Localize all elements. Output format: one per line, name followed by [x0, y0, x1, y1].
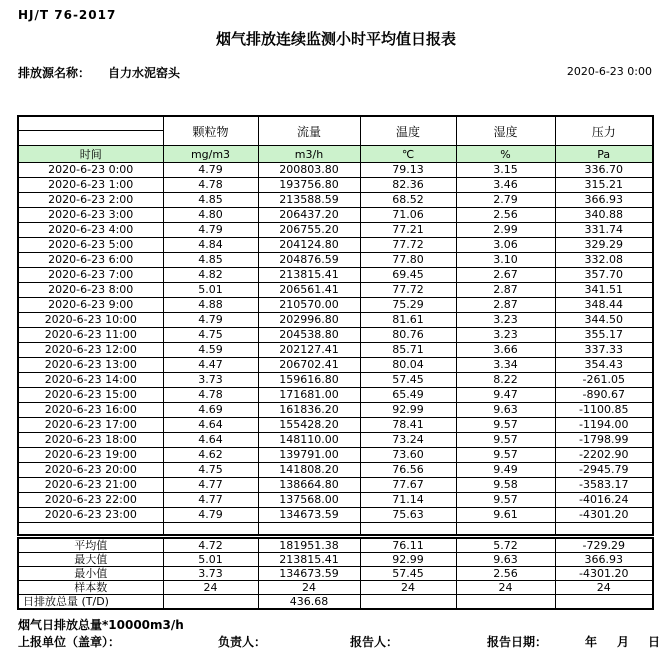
temperature-cell: 78.41	[360, 418, 456, 433]
pressure-cell: -4016.24	[555, 493, 653, 508]
time-header-cell: 时间	[18, 146, 163, 163]
humidity-cell: 2.87	[456, 298, 555, 313]
pressure-cell: -261.05	[555, 373, 653, 388]
flow-cell: 206561.41	[258, 283, 360, 298]
data-row	[18, 463, 653, 478]
temperature-cell: 68.52	[360, 193, 456, 208]
temperature-cell: 77.80	[360, 253, 456, 268]
data-row	[18, 283, 653, 298]
temperature-cell: 82.36	[360, 178, 456, 193]
time-cell: 2020-6-23 21:00	[18, 478, 163, 493]
data-row	[18, 178, 653, 193]
data-row	[18, 478, 653, 493]
temperature-cell	[360, 595, 456, 610]
pm-cell: 4.64	[163, 433, 258, 448]
flow-cell: 171681.00	[258, 388, 360, 403]
pm-cell	[163, 523, 258, 535]
flow-cell: 193756.80	[258, 178, 360, 193]
column-header-row	[18, 116, 653, 146]
pm-cell: 3.73	[163, 373, 258, 388]
time-cell: 2020-6-23 1:00	[18, 178, 163, 193]
pressure-cell: 357.70	[555, 268, 653, 283]
data-row	[18, 418, 653, 433]
header-corner-top	[19, 117, 163, 131]
flow-cell: 202127.41	[258, 343, 360, 358]
temperature-cell: 75.29	[360, 298, 456, 313]
summary-row	[18, 567, 653, 581]
humidity-cell: 9.57	[456, 433, 555, 448]
flow-cell: 213815.41	[258, 553, 360, 567]
pressure-cell: 344.50	[555, 313, 653, 328]
pressure-cell: -890.67	[555, 388, 653, 403]
pm-cell: 4.79	[163, 163, 258, 178]
flow-cell: 181951.38	[258, 538, 360, 553]
summary-label-cell: 平均值	[18, 538, 163, 553]
humidity-cell: 8.22	[456, 373, 555, 388]
humidity-cell: 3.34	[456, 358, 555, 373]
humidity-cell: 9.57	[456, 493, 555, 508]
pm-cell: 4.77	[163, 493, 258, 508]
pm-cell: 4.69	[163, 403, 258, 418]
temperature-cell: 80.76	[360, 328, 456, 343]
data-row	[18, 313, 653, 328]
time-cell: 2020-6-23 22:00	[18, 493, 163, 508]
time-cell: 2020-6-23 15:00	[18, 388, 163, 403]
pressure-cell: 337.33	[555, 343, 653, 358]
time-cell: 2020-6-23 5:00	[18, 238, 163, 253]
temperature-cell: 57.45	[360, 567, 456, 581]
humidity-cell: 9.57	[456, 448, 555, 463]
data-row	[18, 448, 653, 463]
pm-cell: 4.85	[163, 253, 258, 268]
signature-row	[0, 633, 672, 649]
temperature-cell: 69.45	[360, 268, 456, 283]
temperature-cell: 79.13	[360, 163, 456, 178]
data-row	[18, 163, 653, 178]
time-cell: 2020-6-23 10:00	[18, 313, 163, 328]
time-cell: 2020-6-23 6:00	[18, 253, 163, 268]
humidity-cell: 2.99	[456, 223, 555, 238]
temperature-cell: 76.56	[360, 463, 456, 478]
pressure-cell: -2202.90	[555, 448, 653, 463]
pressure-cell: 341.51	[555, 283, 653, 298]
time-cell: 2020-6-23 16:00	[18, 403, 163, 418]
pressure-cell: -2945.79	[555, 463, 653, 478]
humidity-cell: 3.06	[456, 238, 555, 253]
data-row	[18, 223, 653, 238]
monitoring-table	[17, 115, 654, 536]
column-header-flow: 流量	[258, 116, 360, 146]
summary-label-cell: 最大值	[18, 553, 163, 567]
flow-cell: 161836.20	[258, 403, 360, 418]
flow-cell: 204124.80	[258, 238, 360, 253]
flow-cell: 213588.59	[258, 193, 360, 208]
data-row	[18, 238, 653, 253]
time-cell: 2020-6-23 19:00	[18, 448, 163, 463]
temperature-cell	[360, 523, 456, 535]
pressure-cell: 329.29	[555, 238, 653, 253]
temperature-cell: 80.04	[360, 358, 456, 373]
standard-code: HJ/T 76-2017	[18, 8, 117, 22]
pm-cell: 4.47	[163, 358, 258, 373]
unit-row	[18, 146, 653, 163]
temperature-cell: 73.60	[360, 448, 456, 463]
pm-cell	[163, 595, 258, 610]
pm-cell: 4.78	[163, 388, 258, 403]
unit-stamp-label: 上报单位（盖章）：	[18, 635, 121, 649]
time-cell: 2020-6-23 3:00	[18, 208, 163, 223]
day-label: 日	[648, 635, 661, 649]
humidity-cell: 2.87	[456, 283, 555, 298]
flow-cell: 204538.80	[258, 328, 360, 343]
temperature-cell: 57.45	[360, 373, 456, 388]
column-header-temperature: 温度	[360, 116, 456, 146]
pm-cell: 4.79	[163, 508, 258, 523]
humidity-cell: 9.63	[456, 403, 555, 418]
humidity-cell: 2.56	[456, 567, 555, 581]
data-row	[18, 508, 653, 523]
data-row	[18, 373, 653, 388]
header-corner-bottom	[19, 131, 163, 145]
column-header-pm: 颗粒物	[163, 116, 258, 146]
pm-cell: 4.75	[163, 328, 258, 343]
summary-row	[18, 595, 653, 610]
report-datetime: 2020-6-23 0:00	[566, 65, 652, 78]
pressure-cell: 366.93	[555, 553, 653, 567]
pm-cell: 5.01	[163, 283, 258, 298]
data-row	[18, 403, 653, 418]
time-cell: 2020-6-23 18:00	[18, 433, 163, 448]
time-cell: 2020-6-23 17:00	[18, 418, 163, 433]
humidity-cell: 9.63	[456, 553, 555, 567]
data-row	[18, 433, 653, 448]
data-row	[18, 193, 653, 208]
data-row	[18, 358, 653, 373]
pressure-cell: -3583.17	[555, 478, 653, 493]
flow-cell: 134673.59	[258, 567, 360, 581]
pressure-cell: 24	[555, 581, 653, 595]
data-row	[18, 343, 653, 358]
time-cell: 2020-6-23 23:00	[18, 508, 163, 523]
humidity-cell: 9.58	[456, 478, 555, 493]
flow-cell: 137568.00	[258, 493, 360, 508]
pressure-cell	[555, 523, 653, 535]
pm-cell: 4.78	[163, 178, 258, 193]
time-cell: 2020-6-23 13:00	[18, 358, 163, 373]
summary-label-cell: 日排放总量 (T/D)	[18, 595, 163, 610]
flow-cell: 202996.80	[258, 313, 360, 328]
month-label: 月	[617, 635, 630, 649]
humidity-cell: 9.61	[456, 508, 555, 523]
pressure-cell: 366.93	[555, 193, 653, 208]
column-header-pressure: 压力	[555, 116, 653, 146]
humidity-cell	[456, 523, 555, 535]
time-cell: 2020-6-23 12:00	[18, 343, 163, 358]
pressure-cell: 355.17	[555, 328, 653, 343]
pm-cell: 3.73	[163, 567, 258, 581]
humidity-cell: 9.57	[456, 418, 555, 433]
pm-cell: 4.64	[163, 418, 258, 433]
header-corner-cell	[18, 116, 163, 146]
summary-row	[18, 553, 653, 567]
year-label: 年	[585, 635, 598, 649]
temperature-cell: 76.11	[360, 538, 456, 553]
temperature-cell: 92.99	[360, 403, 456, 418]
humidity-cell: 9.49	[456, 463, 555, 478]
pressure-cell: -4301.20	[555, 508, 653, 523]
pm-cell: 4.85	[163, 193, 258, 208]
pm-cell: 4.62	[163, 448, 258, 463]
flow-cell: 210570.00	[258, 298, 360, 313]
flow-cell: 436.68	[258, 595, 360, 610]
temperature-cell: 85.71	[360, 343, 456, 358]
flow-cell: 148110.00	[258, 433, 360, 448]
pressure-cell: -1798.99	[555, 433, 653, 448]
flow-cell: 200803.80	[258, 163, 360, 178]
pressure-cell: -4301.20	[555, 567, 653, 581]
temperature-cell: 77.72	[360, 238, 456, 253]
summary-row	[18, 538, 653, 553]
humidity-cell: 9.47	[456, 388, 555, 403]
humidity-cell	[456, 595, 555, 610]
pm-cell: 4.77	[163, 478, 258, 493]
flow-cell: 138664.80	[258, 478, 360, 493]
humidity-cell: 3.23	[456, 328, 555, 343]
time-cell: 2020-6-23 14:00	[18, 373, 163, 388]
source-name-label: 排放源名称：	[18, 66, 91, 80]
pressure-cell: 332.08	[555, 253, 653, 268]
time-cell	[18, 523, 163, 535]
flow-cell	[258, 523, 360, 535]
time-cell: 2020-6-23 4:00	[18, 223, 163, 238]
temperature-cell: 75.63	[360, 508, 456, 523]
data-row	[18, 208, 653, 223]
pm-cell: 4.80	[163, 208, 258, 223]
flow-cell: 134673.59	[258, 508, 360, 523]
flow-cell: 141808.20	[258, 463, 360, 478]
pm-cell: 24	[163, 581, 258, 595]
summary-row	[18, 581, 653, 595]
temperature-cell: 73.24	[360, 433, 456, 448]
pm-cell: 4.59	[163, 343, 258, 358]
humidity-cell: 5.72	[456, 538, 555, 553]
time-cell: 2020-6-23 8:00	[18, 283, 163, 298]
data-row	[18, 268, 653, 283]
humidity-cell: 2.56	[456, 208, 555, 223]
pressure-cell: 340.88	[555, 208, 653, 223]
pm-cell: 4.75	[163, 463, 258, 478]
time-cell: 2020-6-23 2:00	[18, 193, 163, 208]
data-row	[18, 298, 653, 313]
data-row	[18, 388, 653, 403]
unit-temperature: ℃	[360, 146, 456, 163]
humidity-cell: 24	[456, 581, 555, 595]
pressure-cell: 331.74	[555, 223, 653, 238]
humidity-cell: 3.15	[456, 163, 555, 178]
temperature-cell: 24	[360, 581, 456, 595]
temperature-cell: 77.21	[360, 223, 456, 238]
flow-cell: 139791.00	[258, 448, 360, 463]
unit-humidity: %	[456, 146, 555, 163]
pm-cell: 4.72	[163, 538, 258, 553]
temperature-cell: 77.72	[360, 283, 456, 298]
responsible-person-label: 负责人：	[218, 635, 267, 649]
data-row	[18, 328, 653, 343]
flow-cell: 206437.20	[258, 208, 360, 223]
data-row	[18, 493, 653, 508]
temperature-cell: 71.06	[360, 208, 456, 223]
unit-pm: mg/m3	[163, 146, 258, 163]
reporter-label: 报告人：	[350, 635, 399, 649]
temperature-cell: 81.61	[360, 313, 456, 328]
humidity-cell: 2.79	[456, 193, 555, 208]
pressure-cell: -1100.85	[555, 403, 653, 418]
summary-label-cell: 样本数	[18, 581, 163, 595]
flow-cell: 159616.80	[258, 373, 360, 388]
unit-flow: m3/h	[258, 146, 360, 163]
flow-cell: 213815.41	[258, 268, 360, 283]
pressure-cell	[555, 595, 653, 610]
footer-note: 烟气日排放总量*10000m3/h	[18, 618, 184, 632]
time-cell: 2020-6-23 0:00	[18, 163, 163, 178]
pm-cell: 4.88	[163, 298, 258, 313]
humidity-cell: 3.46	[456, 178, 555, 193]
time-cell: 2020-6-23 7:00	[18, 268, 163, 283]
report-title: 烟气排放连续监测小时平均值日报表	[215, 30, 456, 48]
flow-cell: 24	[258, 581, 360, 595]
column-header-humidity: 湿度	[456, 116, 555, 146]
pm-cell: 5.01	[163, 553, 258, 567]
time-cell: 2020-6-23 9:00	[18, 298, 163, 313]
humidity-cell: 2.67	[456, 268, 555, 283]
pm-cell: 4.79	[163, 223, 258, 238]
pm-cell: 4.79	[163, 313, 258, 328]
data-row	[18, 253, 653, 268]
pressure-cell: 348.44	[555, 298, 653, 313]
temperature-cell: 71.14	[360, 493, 456, 508]
pressure-cell: 315.21	[555, 178, 653, 193]
time-cell: 2020-6-23 20:00	[18, 463, 163, 478]
temperature-cell: 65.49	[360, 388, 456, 403]
humidity-cell: 3.23	[456, 313, 555, 328]
time-cell: 2020-6-23 11:00	[18, 328, 163, 343]
pm-cell: 4.82	[163, 268, 258, 283]
pressure-cell: -1194.00	[555, 418, 653, 433]
pm-cell: 4.84	[163, 238, 258, 253]
empty-row	[18, 523, 653, 535]
emission-source-line	[18, 64, 180, 81]
source-name-value: 自力水泥窑头	[108, 66, 181, 80]
summary-table	[17, 537, 654, 610]
report-date-label: 报告日期：	[487, 635, 548, 649]
flow-cell: 155428.20	[258, 418, 360, 433]
pressure-cell: 336.70	[555, 163, 653, 178]
unit-pressure: Pa	[555, 146, 653, 163]
flow-cell: 204876.59	[258, 253, 360, 268]
humidity-cell: 3.10	[456, 253, 555, 268]
pressure-cell: -729.29	[555, 538, 653, 553]
flow-cell: 206702.41	[258, 358, 360, 373]
flow-cell: 206755.20	[258, 223, 360, 238]
pressure-cell: 354.43	[555, 358, 653, 373]
temperature-cell: 92.99	[360, 553, 456, 567]
temperature-cell: 77.67	[360, 478, 456, 493]
summary-label-cell: 最小值	[18, 567, 163, 581]
humidity-cell: 3.66	[456, 343, 555, 358]
